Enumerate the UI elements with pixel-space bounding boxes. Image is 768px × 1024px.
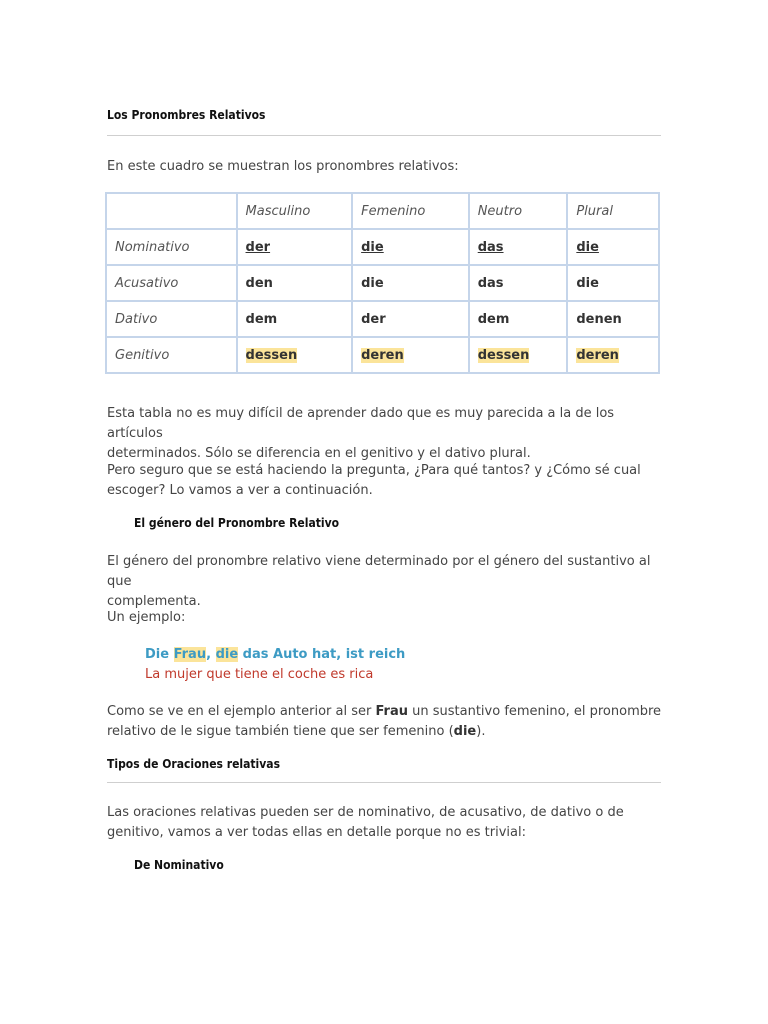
intro-text: En este cuadro se muestran los pronombres relativos:	[107, 159, 459, 174]
example-word: ,	[206, 647, 216, 662]
table-cell: der	[245, 239, 271, 255]
table-cell: die	[576, 239, 599, 255]
row-label: Genitivo	[106, 337, 237, 373]
example-word: Die	[145, 647, 174, 662]
header-cell: Plural	[567, 193, 659, 229]
header-cell: Femenino	[352, 193, 469, 229]
german-example	[145, 646, 405, 664]
table-cell: dem	[469, 301, 568, 337]
highlighted-noun: Frau	[173, 647, 207, 662]
table-cell: deren	[361, 347, 404, 363]
table-header-row	[106, 193, 659, 229]
text-run: ).	[476, 724, 486, 739]
section-heading-nominativo: De Nominativo	[134, 858, 224, 872]
bold-word: die	[453, 724, 477, 739]
section-heading-tipos: Tipos de Oraciones relativas	[107, 757, 281, 771]
table-cell: denen	[567, 301, 659, 337]
paragraph-line: complementa.	[107, 594, 201, 609]
header-cell: Neutro	[469, 193, 568, 229]
text-run: un sustantivo femenino, el pronombre	[408, 704, 662, 719]
section-heading-genero: El género del Pronombre Relativo	[134, 516, 340, 530]
table-cell: den	[237, 265, 353, 301]
highlighted-pronoun: die	[215, 647, 239, 662]
paragraph-example-explanation	[107, 702, 667, 742]
title-divider	[107, 135, 661, 136]
table-cell: dessen	[477, 347, 530, 363]
table-cell: die	[352, 265, 469, 301]
paragraph-line: genitivo, vamos a ver todas ellas en detalle porque no es trivial:	[107, 825, 526, 840]
paragraph-line: escoger? Lo vamos a ver a continuación.	[107, 483, 373, 498]
header-cell: Masculino	[237, 193, 353, 229]
paragraph-line: Las oraciones relativas pueden ser de nominativo, de acusativo, de dativo o de	[107, 805, 624, 820]
table-row	[106, 337, 659, 373]
table-cell: dessen	[245, 347, 298, 363]
table-cell: die	[361, 239, 384, 255]
bold-word: Frau	[375, 704, 408, 719]
page-title: Los Pronombres Relativos	[107, 108, 266, 122]
section-divider	[107, 782, 661, 783]
text-run: Como se ve en el ejemplo anterior al ser	[107, 704, 376, 719]
table-cell: das	[469, 265, 568, 301]
paragraph-table-explanation	[107, 404, 667, 464]
paragraph-question	[107, 461, 667, 501]
table-cell: der	[352, 301, 469, 337]
table-row	[106, 301, 659, 337]
example-word: das Auto hat, ist reich	[238, 647, 406, 662]
paragraph-line: determinados. Sólo se diferencia en el genitivo y el dativo plural.	[107, 446, 531, 461]
table-cell: dem	[237, 301, 353, 337]
example-label: Un ejemplo:	[107, 610, 186, 625]
paragraph-genero	[107, 552, 667, 612]
paragraph-tipos	[107, 803, 667, 843]
row-label: Acusativo	[106, 265, 237, 301]
table-row	[106, 265, 659, 301]
table-cell: das	[477, 239, 504, 255]
row-label: Dativo	[106, 301, 237, 337]
table-cell: deren	[576, 347, 619, 363]
header-cell	[106, 193, 237, 229]
text-run: relativo de le sigue también tiene que ser femenino (	[107, 724, 454, 739]
relative-pronouns-table	[105, 192, 660, 374]
table-row	[106, 229, 659, 265]
row-label: Nominativo	[106, 229, 237, 265]
table-cell: die	[567, 265, 659, 301]
paragraph-line: Pero seguro que se está haciendo la pregunta, ¿Para qué tantos? y ¿Cómo sé cual	[107, 463, 641, 478]
paragraph-line: Esta tabla no es muy difícil de aprender dado que es muy parecida a la de los artículos	[107, 406, 615, 441]
spanish-translation: La mujer que tiene el coche es rica	[145, 667, 374, 682]
paragraph-line: El género del pronombre relativo viene determinado por el género del sustantivo al que	[107, 554, 651, 589]
